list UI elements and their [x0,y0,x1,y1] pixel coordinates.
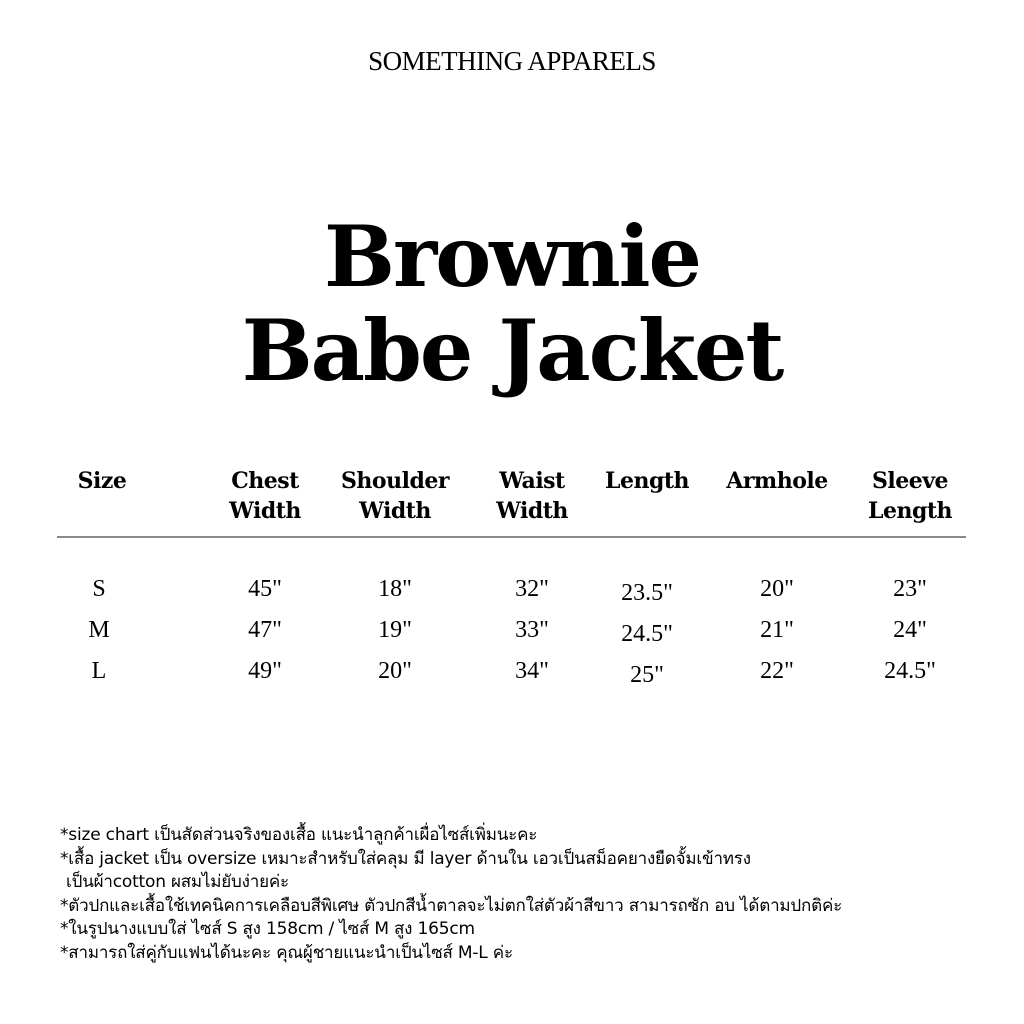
cell-waist-width: 33" [515,617,549,643]
cell-armhole: 20" [760,576,794,602]
column-header-label: Chest [231,468,299,494]
cell-length: 24.5" [621,621,673,647]
column-header-label: Width [359,498,431,524]
cell-length: 23.5" [621,580,673,606]
table-row-s [57,575,966,615]
note-coating: *ตัวปกและเสื้อใช้เทคนิคการเคลือบสีพิเศษ ตัวปกสีน้ำตาลจะไม่ตกใส่ตัวผ้าสีขาว สามารถซัก อบ ได้ตามปกติค่ะ [60,895,843,916]
note-size-chart: *size chart เป็นสัดส่วนจริงของเสื้อ แนะนำลูกค้าเผื่อไซส์เพิ่มนะคะ [60,825,538,845]
note-couple: *สามารถใส่คู่กับแฟนได้นะคะ คุณผู้ชายแนะนำเป็นไซส์ M-L ค่ะ [60,942,513,963]
column-header-shoulder-width [337,466,453,526]
column-header-chest-width [215,466,315,526]
column-header-armhole [719,466,835,496]
product-notes [60,824,1010,965]
note-model-size: *ในรูปนางแบบใส่ ไซส์ S สูง 158cm / ไซส์ M สูง 165cm [60,919,475,939]
cell-shoulder-width: 18" [378,576,412,602]
cell-chest-width: 47" [248,617,282,643]
cell-waist-width: 34" [515,658,549,684]
size-chart-table [57,466,966,688]
column-header-label: Armhole [726,468,828,494]
column-header-label: Width [229,498,301,524]
cell-size: M [88,617,110,643]
cell-armhole: 22" [760,658,794,684]
column-header-waist-width [482,466,582,526]
brand-name: SOMETHING APPARELS [368,46,656,76]
cell-waist-width: 32" [515,576,549,602]
cell-shoulder-width: 19" [378,617,412,643]
column-header-length [597,466,697,496]
column-header-sleeve-length [860,466,960,526]
cell-sleeve-length: 24" [893,617,927,643]
cell-length: 25" [630,662,664,688]
column-header-label: Sleeve [871,468,949,494]
product-title [0,207,1024,400]
size-chart-header [57,466,966,538]
column-header-label: Size [77,468,127,494]
note-fabric: เป็นผ้าcotton ผสมไม่ยับง่ายค่ะ [66,872,289,892]
cell-chest-width: 49" [248,658,282,684]
column-header-label: Length [867,498,952,524]
column-header-label: Width [496,498,568,524]
table-row-l [57,657,966,697]
cell-size: L [91,658,107,684]
cell-sleeve-length: 23" [893,576,927,602]
table-row-m [57,616,966,656]
cell-chest-width: 45" [248,576,282,602]
cell-sleeve-length: 24.5" [884,658,936,684]
column-header-label: Waist [499,468,565,494]
cell-armhole: 21" [760,617,794,643]
cell-shoulder-width: 20" [378,658,412,684]
column-header-label: Shoulder [341,468,449,494]
product-title-line-2: Babe Jacket [241,301,783,400]
column-header-size [57,466,147,496]
note-jacket-fit: *เสื้อ jacket เป็น oversize เหมาะสำหรับใส่คลุม มี layer ด้านใน เอวเป็นสม็อคยางยืดจั้มเข้าทรง [60,848,751,869]
cell-size: S [92,576,106,602]
column-header-label: Length [604,468,689,494]
product-title-line-1: Brownie [323,207,701,306]
